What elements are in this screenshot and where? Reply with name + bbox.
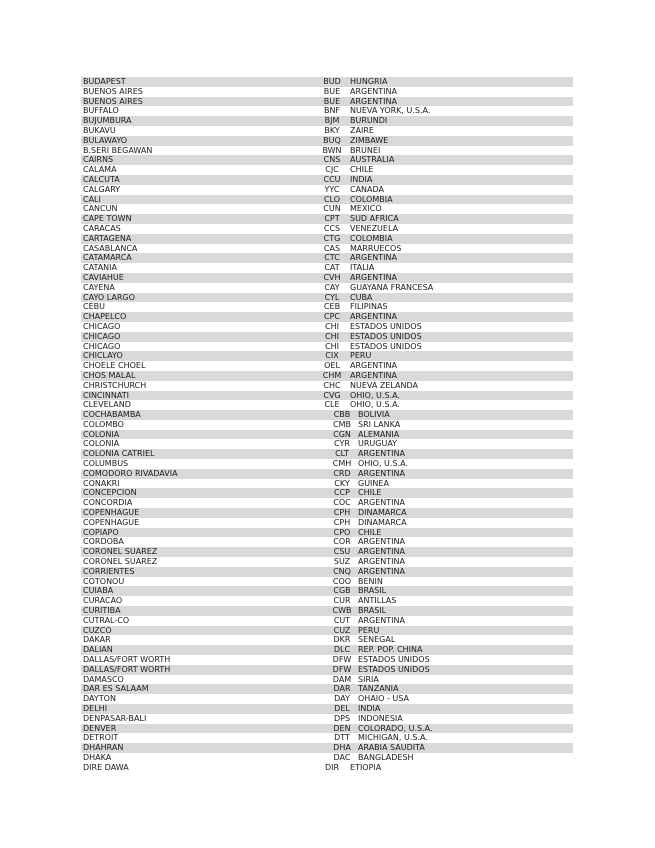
code-cell: DIR bbox=[324, 762, 340, 772]
city-cell: DALLAS/FORT WORTH bbox=[83, 655, 171, 665]
country-cell: ESTADOS UNIDOS bbox=[350, 331, 422, 341]
country-cell: MICHIGAN, U.S.A. bbox=[358, 733, 428, 743]
country-cell: GUAYANA FRANCESA bbox=[350, 282, 434, 292]
country-cell: INDONESIA bbox=[358, 713, 403, 723]
table-row bbox=[81, 371, 573, 381]
table-row bbox=[81, 332, 573, 342]
city-cell: CHRISTCHURCH bbox=[83, 380, 147, 390]
country-cell: ARGENTINA bbox=[358, 566, 405, 576]
country-cell: ARGENTINA bbox=[350, 96, 397, 106]
city-cell: DETROIT bbox=[83, 733, 119, 743]
city-cell: DALLAS/FORT WORTH bbox=[83, 664, 171, 674]
table-row bbox=[81, 626, 573, 636]
city-cell: CAVIAHUE bbox=[83, 272, 124, 282]
country-cell: BRUNEI bbox=[350, 145, 381, 155]
code-cell: CBB bbox=[333, 410, 351, 420]
table-row bbox=[81, 577, 573, 587]
country-cell: PERU bbox=[350, 351, 372, 361]
country-cell: REP. POP. CHINA bbox=[358, 645, 423, 655]
city-cell: CHICAGO bbox=[83, 341, 121, 351]
city-cell: CHICLAYO bbox=[83, 351, 123, 361]
table-row bbox=[81, 528, 573, 538]
city-cell: CORONEL SUAREZ bbox=[83, 547, 158, 557]
table-row bbox=[81, 557, 573, 567]
city-cell: BUJUMBURA bbox=[83, 116, 132, 126]
country-cell: ESTADOS UNIDOS bbox=[358, 664, 430, 674]
code-cell: CHC bbox=[323, 380, 341, 390]
city-cell: COLONIA CATRIEL bbox=[83, 449, 155, 459]
code-cell: BWN bbox=[322, 145, 342, 155]
city-cell: COLUMBUS bbox=[83, 459, 129, 469]
country-cell: FILIPINAS bbox=[350, 302, 388, 312]
code-cell: BUE bbox=[323, 96, 341, 106]
table-row bbox=[81, 508, 573, 518]
country-cell: ITALIA bbox=[350, 263, 375, 273]
country-cell: NUEVA ZELANDA bbox=[350, 380, 418, 390]
country-cell: ESTADOS UNIDOS bbox=[350, 321, 422, 331]
table-row bbox=[81, 655, 573, 665]
table-row bbox=[81, 351, 573, 361]
country-cell: SUD AFRICA bbox=[350, 214, 399, 224]
code-cell: CTC bbox=[324, 253, 340, 263]
country-cell: ARGENTINA bbox=[358, 557, 405, 567]
city-cell: B.SERI BEGAWAN bbox=[83, 145, 153, 155]
table-row bbox=[81, 146, 573, 156]
city-cell: CALCUTA bbox=[83, 174, 120, 184]
table-row bbox=[81, 498, 573, 508]
table-row bbox=[81, 439, 573, 449]
table-row bbox=[81, 469, 573, 479]
code-cell: CSU bbox=[333, 547, 351, 557]
city-cell: CEBU bbox=[83, 302, 105, 312]
country-cell: ARGENTINA bbox=[350, 86, 397, 96]
country-cell: OHIO, U.S.A. bbox=[358, 459, 408, 469]
country-cell: ESTADOS UNIDOS bbox=[358, 655, 430, 665]
table-row bbox=[81, 616, 573, 626]
city-cell: DENPASAR-BALI bbox=[83, 713, 147, 723]
code-cell: BKY bbox=[324, 125, 340, 135]
city-cell: CUIABA bbox=[83, 586, 114, 596]
table-row bbox=[81, 224, 573, 234]
country-cell: CHILE bbox=[358, 527, 382, 537]
country-cell: ARGENTINA bbox=[350, 370, 397, 380]
table-row bbox=[81, 449, 573, 459]
city-cell: CALGARY bbox=[83, 184, 121, 194]
table-row bbox=[81, 381, 573, 391]
code-cell: DEL bbox=[334, 704, 350, 713]
code-cell: CPT bbox=[324, 214, 340, 224]
code-cell: CRD bbox=[333, 468, 351, 478]
country-cell: ANTILLAS bbox=[358, 596, 397, 606]
city-cell: BUDAPEST bbox=[83, 77, 126, 86]
table-row bbox=[81, 733, 573, 743]
country-cell: ARGENTINA bbox=[358, 547, 405, 557]
table-row bbox=[81, 312, 573, 322]
city-cell: DAMASCO bbox=[83, 674, 124, 684]
city-cell: CHICAGO bbox=[83, 331, 121, 341]
city-cell: CALAMA bbox=[83, 165, 117, 175]
country-cell: INDIA bbox=[358, 704, 381, 713]
city-cell: DIRE DAWA bbox=[83, 762, 129, 772]
city-cell: CURACAO bbox=[83, 596, 123, 606]
city-cell: COLOMBO bbox=[83, 419, 124, 429]
country-cell: MARRUECOS bbox=[350, 243, 402, 253]
city-cell: CATAMARCA bbox=[83, 253, 132, 263]
country-cell: ARGENTINA bbox=[358, 615, 405, 625]
table-row bbox=[81, 420, 573, 430]
country-cell: DINAMARCA bbox=[358, 508, 407, 518]
city-cell: DALIAN bbox=[83, 645, 113, 655]
table-row bbox=[81, 596, 573, 606]
city-cell: CAPE TOWN bbox=[83, 214, 132, 224]
code-cell: CCU bbox=[323, 174, 341, 184]
city-cell: BUFFALO bbox=[83, 106, 119, 116]
code-cell: CHI bbox=[325, 341, 339, 351]
country-cell: VENEZUELA bbox=[350, 223, 399, 233]
code-cell: CPC bbox=[324, 312, 340, 322]
code-cell: DAY bbox=[334, 694, 350, 704]
code-cell: DAR bbox=[333, 684, 351, 694]
country-cell: BRASIL bbox=[358, 606, 387, 616]
country-cell: PERU bbox=[358, 625, 380, 635]
city-cell: CHAPELCO bbox=[83, 312, 127, 322]
table-row bbox=[81, 459, 573, 469]
table-row bbox=[81, 263, 573, 273]
code-cell: OEL bbox=[324, 361, 340, 371]
code-cell: CTG bbox=[323, 233, 341, 243]
city-cell: CONAKRI bbox=[83, 478, 120, 488]
code-cell: DLC bbox=[333, 645, 351, 655]
code-cell: CYR bbox=[334, 439, 350, 449]
city-cell: COPENHAGUE bbox=[83, 508, 140, 518]
city-cell: CAIRNS bbox=[83, 155, 114, 165]
table-row bbox=[81, 606, 573, 616]
country-cell: OHAIO - USA bbox=[358, 694, 409, 704]
city-cell: DAKAR bbox=[83, 635, 111, 645]
table-row bbox=[81, 714, 573, 724]
code-cell: DTT bbox=[334, 733, 350, 743]
country-cell: ZIMBAWE bbox=[350, 135, 389, 145]
table-row bbox=[81, 547, 573, 557]
city-cell: CATANIA bbox=[83, 263, 117, 273]
table-row bbox=[81, 763, 573, 773]
code-cell: CUT bbox=[333, 615, 351, 625]
city-cell: CURITIBA bbox=[83, 606, 121, 616]
table-row bbox=[81, 165, 573, 175]
code-cell: BUQ bbox=[323, 135, 341, 145]
country-cell: BURUNDI bbox=[350, 116, 388, 126]
city-cell: CASABLANCA bbox=[83, 243, 138, 253]
table-row bbox=[81, 185, 573, 195]
city-cell: DENVER bbox=[83, 723, 117, 733]
country-cell: SIRIA bbox=[358, 674, 379, 684]
city-cell: CUTRAL-CO bbox=[83, 615, 130, 625]
code-cell: DKR bbox=[333, 635, 351, 645]
city-cell: CAYENA bbox=[83, 282, 115, 292]
country-cell: HUNGRIA bbox=[350, 77, 388, 86]
code-cell: CHI bbox=[325, 321, 339, 331]
code-cell: CPH bbox=[333, 508, 351, 518]
table-row bbox=[81, 724, 573, 734]
table-row bbox=[81, 322, 573, 332]
country-cell: BRASIL bbox=[358, 586, 387, 596]
table-row bbox=[81, 430, 573, 440]
country-cell: ARGENTINA bbox=[358, 498, 405, 508]
table-row bbox=[81, 87, 573, 97]
country-cell: ESTADOS UNIDOS bbox=[350, 341, 422, 351]
code-cell: CGN bbox=[333, 429, 351, 439]
code-cell: BUD bbox=[323, 77, 341, 86]
country-cell: ARGENTINA bbox=[358, 468, 405, 478]
code-cell: CCP bbox=[334, 488, 350, 498]
code-cell: CLO bbox=[323, 194, 341, 204]
code-cell: DAM bbox=[332, 674, 352, 684]
city-cell: CLEVELAND bbox=[83, 400, 131, 410]
table-row bbox=[81, 391, 573, 401]
code-cell: CIX bbox=[325, 351, 339, 361]
city-cell: CARACAS bbox=[83, 223, 121, 233]
code-cell: CAY bbox=[324, 282, 340, 292]
country-cell: AUSTRALIA bbox=[350, 155, 395, 165]
country-cell: NUEVA YORK, U.S.A. bbox=[350, 106, 431, 116]
code-cell: DAC bbox=[333, 752, 351, 762]
code-cell: COC bbox=[333, 498, 351, 508]
airport-codes-table bbox=[81, 77, 573, 773]
table-row bbox=[81, 175, 573, 185]
city-cell: CHOS MALAL bbox=[83, 370, 136, 380]
code-cell: CMB bbox=[333, 419, 351, 429]
table-row bbox=[81, 253, 573, 263]
table-row bbox=[81, 645, 573, 655]
table-row bbox=[81, 116, 573, 126]
table-row bbox=[81, 479, 573, 489]
table-row bbox=[81, 665, 573, 675]
table-row bbox=[81, 635, 573, 645]
city-cell: DHAKA bbox=[83, 752, 112, 762]
city-cell: COPENHAGUE bbox=[83, 517, 140, 527]
city-cell: CARTAGENA bbox=[83, 233, 132, 243]
table-row bbox=[81, 743, 573, 753]
city-cell: CORRIENTES bbox=[83, 566, 135, 576]
city-cell: CORONEL SUAREZ bbox=[83, 557, 158, 567]
country-cell: ARABIA SAUDITA bbox=[358, 743, 425, 753]
city-cell: DAR ES SALAAM bbox=[83, 684, 149, 694]
country-cell: DINAMARCA bbox=[358, 517, 407, 527]
country-cell: INDIA bbox=[350, 174, 373, 184]
table-row bbox=[81, 204, 573, 214]
table-row bbox=[81, 195, 573, 205]
code-cell: CKY bbox=[334, 478, 350, 488]
city-cell: BUENOS AIRES bbox=[83, 96, 143, 106]
code-cell: DFW bbox=[332, 664, 352, 674]
country-cell: ARGENTINA bbox=[350, 272, 397, 282]
code-cell: CVG bbox=[323, 390, 341, 400]
table-row bbox=[81, 410, 573, 420]
table-row bbox=[81, 155, 573, 165]
city-cell: COLONIA bbox=[83, 429, 120, 439]
city-cell: COMODORO RIVADAVIA bbox=[83, 468, 178, 478]
table-row bbox=[81, 234, 573, 244]
code-cell: CVH bbox=[323, 272, 341, 282]
code-cell: CLE bbox=[324, 400, 340, 410]
country-cell: CUBA bbox=[350, 292, 373, 302]
city-cell: BUKAVU bbox=[83, 125, 116, 135]
code-cell: CHI bbox=[325, 331, 339, 341]
code-cell: YYC bbox=[324, 184, 340, 194]
code-cell: CPH bbox=[333, 517, 351, 527]
code-cell: CHM bbox=[322, 370, 342, 380]
code-cell: CUN bbox=[323, 204, 341, 214]
table-row bbox=[81, 694, 573, 704]
table-row bbox=[81, 214, 573, 224]
city-cell: CHOELE CHOEL bbox=[83, 361, 146, 371]
code-cell: CAT bbox=[324, 263, 340, 273]
table-row bbox=[81, 302, 573, 312]
country-cell: ARGENTINA bbox=[358, 537, 405, 547]
table-row bbox=[81, 488, 573, 498]
code-cell: CMH bbox=[332, 459, 352, 469]
country-cell: ARGENTINA bbox=[358, 449, 405, 459]
code-cell: SUZ bbox=[333, 557, 351, 567]
city-cell: CUZCO bbox=[83, 625, 112, 635]
code-cell: COR bbox=[333, 537, 351, 547]
table-row bbox=[81, 77, 573, 87]
code-cell: CJC bbox=[325, 165, 339, 175]
table-row bbox=[81, 753, 573, 763]
city-cell: CINCINNATI bbox=[83, 390, 129, 400]
country-cell: COLOMBIA bbox=[350, 233, 393, 243]
code-cell: DEN bbox=[333, 723, 351, 733]
country-cell: ARGENTINA bbox=[350, 361, 397, 371]
city-cell: COTONOU bbox=[83, 576, 125, 586]
code-cell: CCS bbox=[323, 223, 341, 233]
country-cell: BOLIVIA bbox=[358, 410, 390, 420]
country-cell: MEXICO bbox=[350, 204, 382, 214]
code-cell: CGB bbox=[333, 586, 351, 596]
country-cell: OHIO, U.S.A. bbox=[350, 390, 400, 400]
country-cell: OHIO, U.S.A. bbox=[350, 400, 400, 410]
code-cell: CWB bbox=[332, 606, 352, 616]
code-cell: CNS bbox=[323, 155, 341, 165]
table-row bbox=[81, 684, 573, 694]
country-cell: URUGUAY bbox=[358, 439, 398, 449]
country-cell: ZAIRE bbox=[350, 125, 374, 135]
city-cell: COCHABAMBA bbox=[83, 410, 141, 420]
country-cell: CANADA bbox=[350, 184, 385, 194]
code-cell: CUZ bbox=[333, 625, 351, 635]
table-row bbox=[81, 293, 573, 303]
city-cell: CONCEPCION bbox=[83, 488, 137, 498]
city-cell: CANCUN bbox=[83, 204, 118, 214]
code-cell: CNQ bbox=[333, 566, 351, 576]
country-cell: ARGENTINA bbox=[350, 253, 397, 263]
country-cell: ALEMANIA bbox=[358, 429, 400, 439]
table-row bbox=[81, 704, 573, 714]
city-cell: CONCORDIA bbox=[83, 498, 133, 508]
country-cell: ARGENTINA bbox=[350, 312, 397, 322]
table-row bbox=[81, 283, 573, 293]
city-cell: BUENOS AIRES bbox=[83, 86, 143, 96]
city-cell: COLONIA bbox=[83, 439, 120, 449]
city-cell: DELHI bbox=[83, 704, 108, 713]
code-cell: CUR bbox=[333, 596, 351, 606]
country-cell: TANZANIA bbox=[358, 684, 399, 694]
code-cell: CEB bbox=[323, 302, 341, 312]
table-row bbox=[81, 136, 573, 146]
table-row bbox=[81, 361, 573, 371]
table-row bbox=[81, 126, 573, 136]
city-cell: COPIAPO bbox=[83, 527, 119, 537]
table-row bbox=[81, 342, 573, 352]
country-cell: COLORADO, U.S.A. bbox=[358, 723, 433, 733]
code-cell: BNF bbox=[323, 106, 341, 116]
country-cell: GUINEA bbox=[358, 478, 389, 488]
city-cell: DAYTON bbox=[83, 694, 116, 704]
city-cell: BULAWAYO bbox=[83, 135, 128, 145]
country-cell: SRI LANKA bbox=[358, 419, 401, 429]
country-cell: SENEGAL bbox=[358, 635, 396, 645]
code-cell: DPS bbox=[333, 713, 351, 723]
country-cell: COLOMBIA bbox=[350, 194, 393, 204]
country-cell: CHILE bbox=[350, 165, 374, 175]
code-cell: COO bbox=[332, 576, 352, 586]
table-row bbox=[81, 400, 573, 410]
code-cell: CLT bbox=[335, 449, 349, 459]
code-cell: CPO bbox=[333, 527, 351, 537]
code-cell: DFW bbox=[332, 655, 352, 665]
country-cell: ETIOPIA bbox=[350, 762, 382, 772]
code-cell: BUE bbox=[323, 86, 341, 96]
table-row bbox=[81, 518, 573, 528]
table-row bbox=[81, 273, 573, 283]
table-row bbox=[81, 586, 573, 596]
table-row bbox=[81, 675, 573, 685]
table-row bbox=[81, 106, 573, 116]
table-row bbox=[81, 244, 573, 254]
city-cell: CORDOBA bbox=[83, 537, 124, 547]
city-cell: CHICAGO bbox=[83, 321, 121, 331]
country-cell: BENIN bbox=[358, 576, 383, 586]
country-cell: BANGLADESH bbox=[358, 752, 414, 762]
code-cell: DHA bbox=[333, 743, 351, 753]
city-cell: CAYO LARGO bbox=[83, 292, 135, 302]
table-row bbox=[81, 537, 573, 547]
table-row bbox=[81, 97, 573, 107]
city-cell: CALI bbox=[83, 194, 101, 204]
country-cell: CHILE bbox=[358, 488, 382, 498]
table-row bbox=[81, 567, 573, 577]
code-cell: BJM bbox=[324, 116, 340, 126]
code-cell: CAS bbox=[323, 243, 341, 253]
code-cell: CYL bbox=[324, 292, 340, 302]
city-cell: DHAHRAN bbox=[83, 743, 124, 753]
